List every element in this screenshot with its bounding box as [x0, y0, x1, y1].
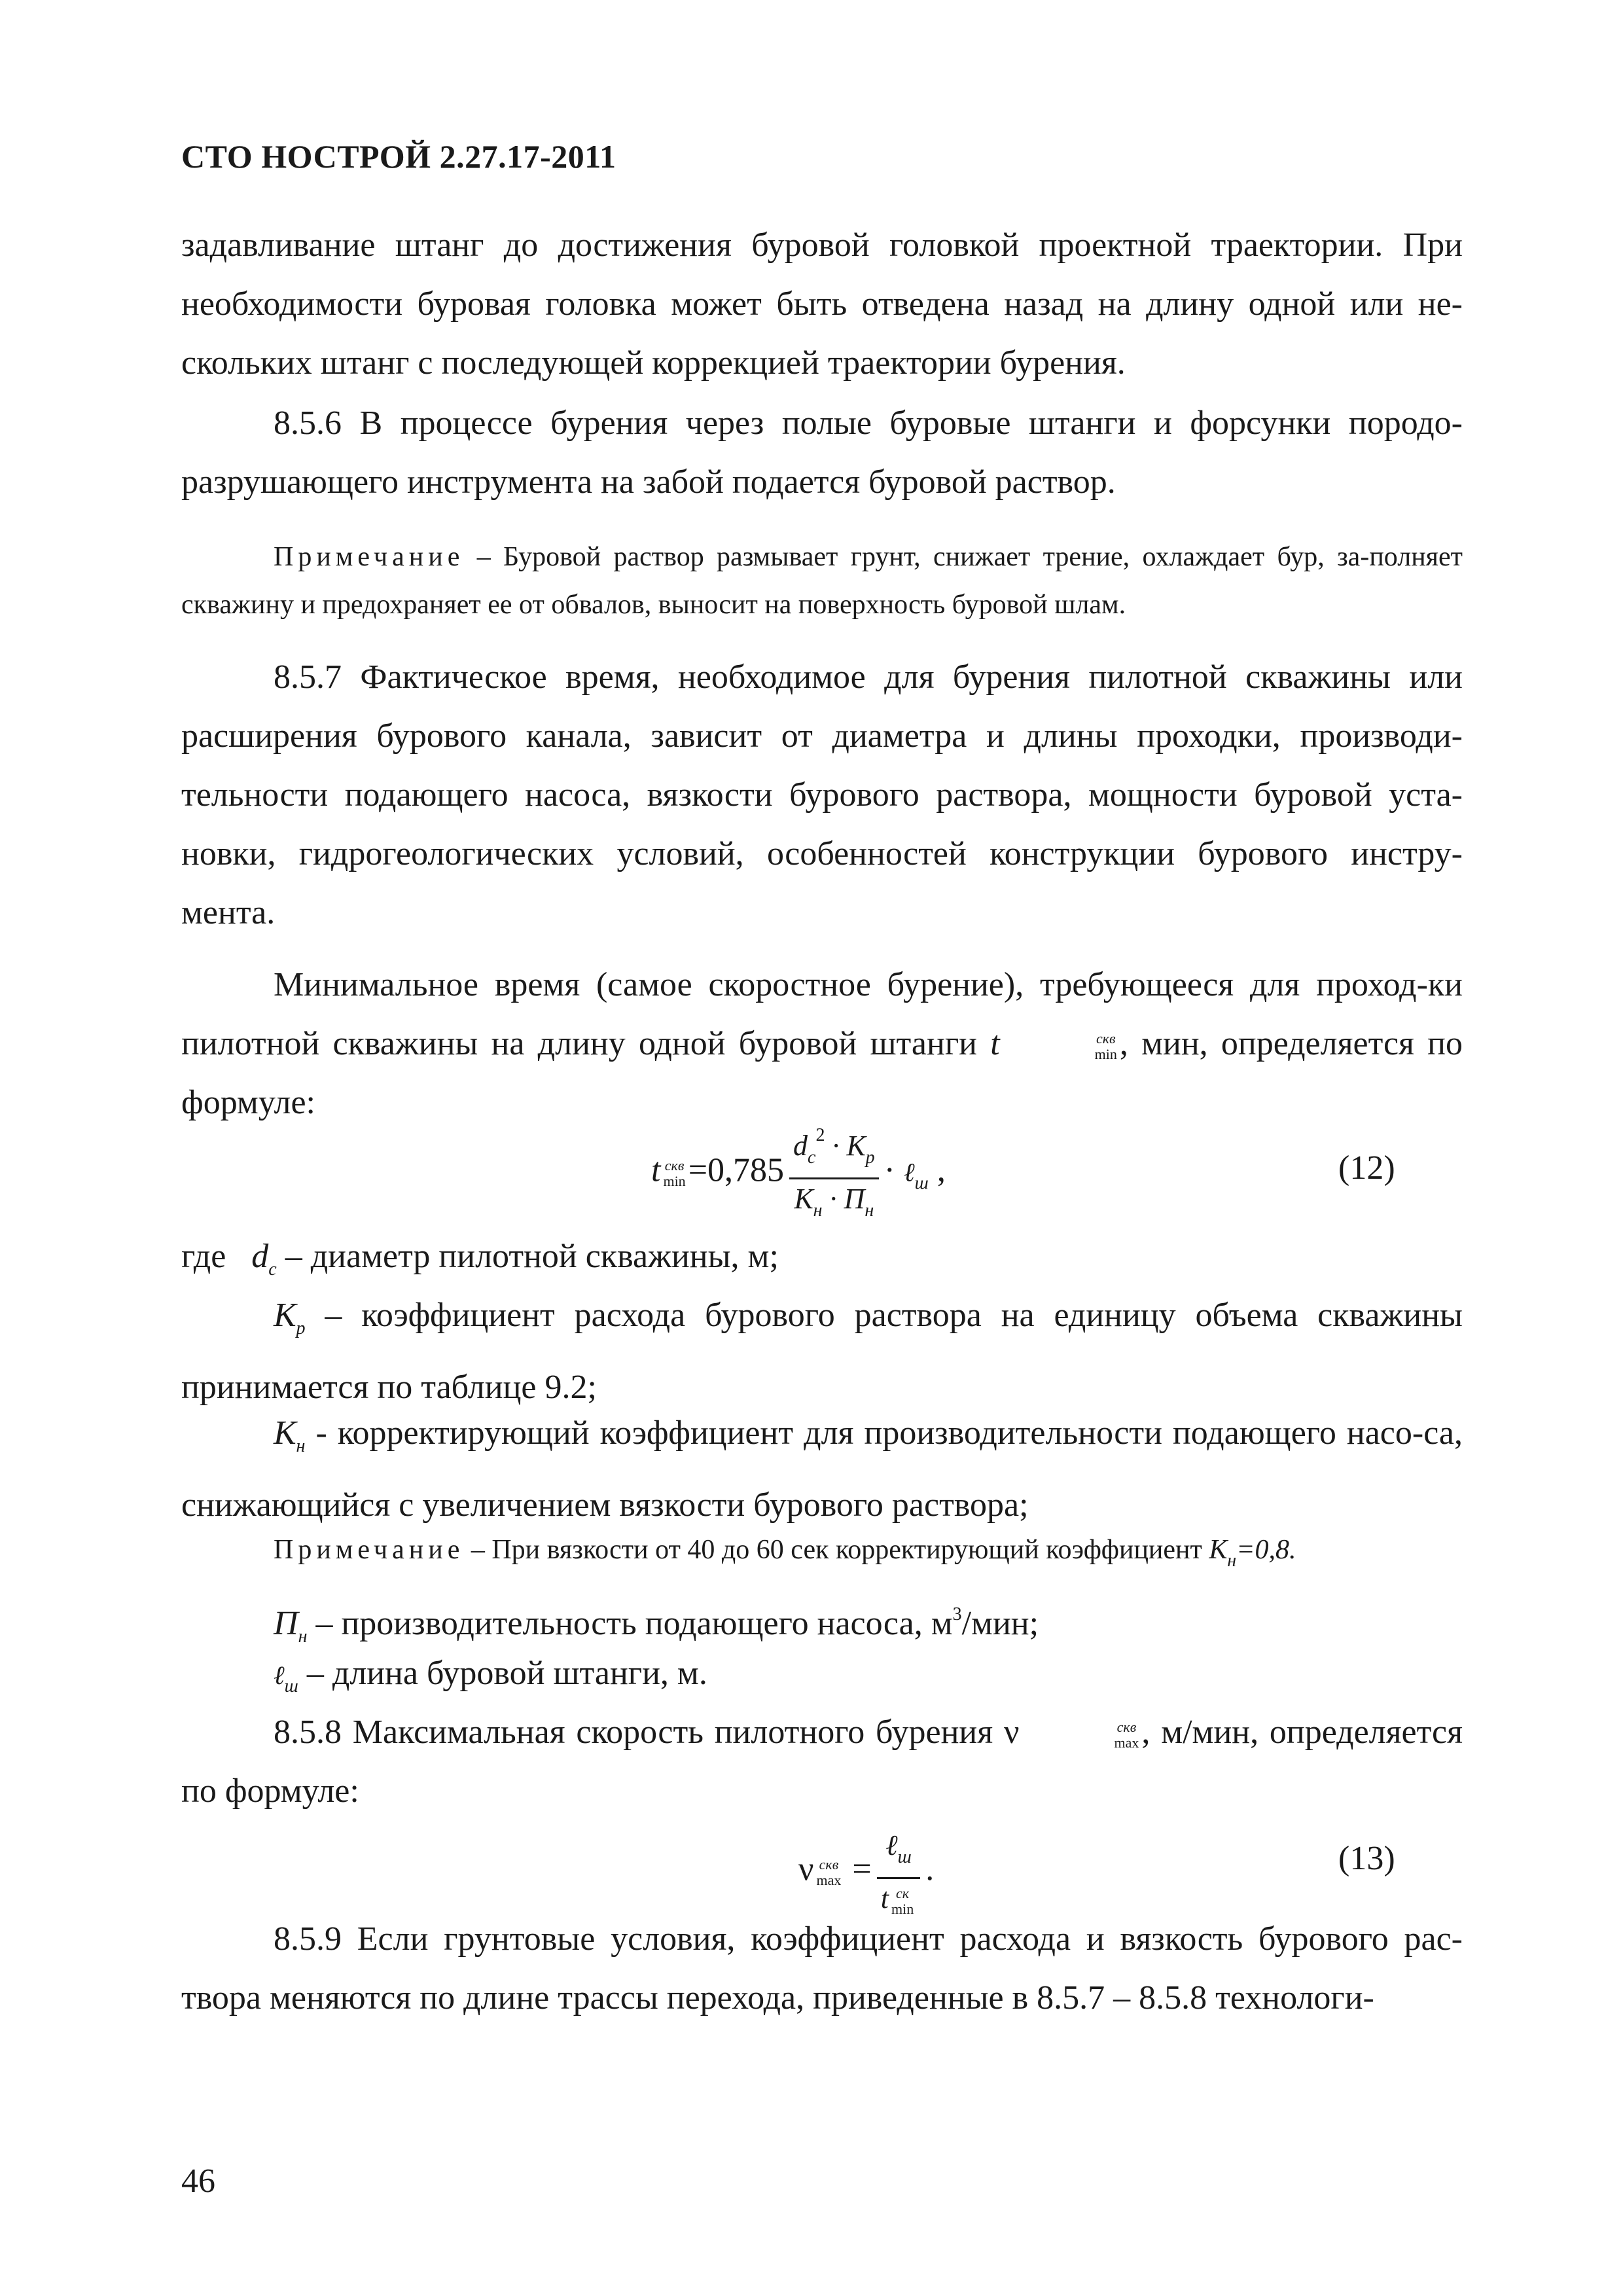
symbol-kp: К: [274, 1297, 296, 1334]
paragraph-min-time-text-a: Минимальное время (самое скоростное бурение), требующееся для проход-ки пилотной скважины на длину одной буровой штанги: [181, 966, 1463, 1062]
note-2-label: Примечание: [274, 1535, 465, 1565]
definition-kn: [181, 1404, 1463, 1535]
paragraph-min-time: [181, 956, 1463, 1132]
index-min: min: [1094, 1046, 1117, 1063]
num-k: К: [846, 1130, 866, 1162]
note-2-symbol-k-sub: н: [1227, 1551, 1237, 1571]
num-d-sup: 2: [815, 1125, 825, 1145]
formula-13-number: (13): [1338, 1840, 1395, 1877]
formula-12-index-min: min: [663, 1172, 686, 1189]
note-label: Примечание: [274, 542, 465, 572]
definition-kn-text: - корректирующий коэффициент для производительности подающего насо-са, снижающийся с увеличением вязкости бурового раствора;: [181, 1414, 1463, 1524]
note-text: – Буровой раствор размывает грунт, снижает трение, охлаждает бур, за-полняет скважину и предохраняет ее от обвалов, выносит на поверхность буровой шлам.: [181, 542, 1463, 620]
nu-max-indices: [1022, 1719, 1139, 1751]
formula-12-l-sub: ш: [914, 1173, 929, 1194]
index-skv: скв: [1096, 1030, 1116, 1047]
paragraph-8-5-7: 8.5.7 Фактическое время, необходимое для бурения пилотной скважины или расширения бурового канала, зависит от диаметра и длины проходки, производи-тельности подающего насоса, вязкости бурового раствора, мощности буровой уста-новки, гидрогеологических условий, особенностей конструкции бурового инстру-мента.: [181, 658, 1463, 931]
paragraph-8-5-8-text-b: м/мин, определяется по формуле:: [181, 1713, 1463, 1810]
den-k: К: [794, 1183, 813, 1215]
symbol-kn: К: [274, 1414, 296, 1452]
symbol-nu-max: ν: [1003, 1713, 1020, 1751]
symbol-lsh-sub: ш: [284, 1676, 298, 1696]
formula-13-l-sub: ш: [897, 1847, 912, 1867]
symbol-kp-sub: р: [296, 1318, 306, 1338]
definition-kp-text: – коэффициент расхода бурового раствора на единицу объема скважины принимается по таблице 9.2;: [181, 1297, 1463, 1406]
num-k-sub: р: [865, 1147, 875, 1168]
formula-13-l: ℓ: [885, 1829, 898, 1861]
formula-13-index-sk: ск: [896, 1884, 910, 1901]
formula-13-nu-indices: [817, 1857, 842, 1888]
formula-12-number: (12): [1338, 1149, 1395, 1187]
paragraph-8-5-8-text-a: 8.5.8 Максимальная скорость пилотного бурения: [274, 1713, 1004, 1751]
note-2-symbol-k: К: [1209, 1535, 1228, 1565]
den-p-sub: н: [865, 1200, 874, 1221]
den-p: П: [844, 1183, 865, 1215]
den-k-sub: н: [813, 1200, 823, 1221]
formula-12-fraction: [789, 1116, 879, 1230]
symbol-kn-sub: н: [296, 1436, 306, 1456]
formula-12-numerator: $d_с^2 \cdot К_р$: [789, 1116, 879, 1179]
page-number: 46: [181, 2162, 215, 2200]
num-d-sub: с: [808, 1147, 816, 1168]
nu-index-max: max: [1114, 1734, 1139, 1751]
note-2-text: – При вязкости от 40 до 60 сек корректирующий коэффициент: [464, 1535, 1209, 1565]
paragraph-8-5-9: 8.5.9 Если грунтовые условия, коэффициент расхода и вязкость бурового рас-твора меняются по длине трассы перехода, приведенные в 8.5.7 – 8.5.8 технологи-: [181, 1920, 1463, 2017]
formula-12-t-indices: [663, 1158, 685, 1189]
formula-12-l: ℓ: [904, 1157, 915, 1187]
formula-13-index-skv: скв: [819, 1856, 839, 1873]
paragraph-min-time-text-b: , мин, определяется по формуле:: [181, 1025, 1463, 1121]
formula-13-index-max: max: [816, 1871, 842, 1888]
t-min-indices: [1003, 1031, 1117, 1062]
definition-pn-unit-sup: 3: [952, 1604, 962, 1624]
definition-pn-unit-tail: /мин;: [961, 1605, 1039, 1642]
symbol-dc-sub: с: [268, 1259, 277, 1280]
formula-12: t скв min =0,785 $\frac{d_с^2 \cdot К_р}{К_н \cdot П_н}$ · ℓ$_ш$ ,: [651, 1116, 946, 1230]
symbol-lsh: ℓ: [274, 1660, 285, 1690]
definition-dc-text: – диаметр пилотной скважины, м;: [276, 1238, 779, 1275]
definition-lsh-dash: –: [306, 1655, 324, 1692]
formula-12-coefficient: =0,785: [688, 1151, 785, 1189]
symbol-dc: d: [251, 1238, 269, 1275]
definition-lsh-text: длина буровой штанги, м.: [323, 1655, 707, 1692]
note-2: [181, 1526, 1463, 1585]
formula-12-denominator: $К_н \cdot П_н$: [794, 1183, 874, 1221]
note-1: [181, 533, 1463, 629]
formula-13-fraction: [877, 1826, 920, 1918]
paragraph-8-5-8: 8.5.8 Максимальная скорость пилотного бурения ν скв max , м/мин, определяется по формуле:: [181, 1713, 1463, 1810]
nu-index-skv: скв: [1116, 1719, 1137, 1736]
formula-13: ν скв max = ℓ$_ш$ t ск min .: [798, 1826, 934, 1918]
formula-13-t: t: [880, 1882, 889, 1914]
num-d: d: [793, 1130, 808, 1162]
symbol-pn-sub: н: [298, 1626, 308, 1647]
formula-12-t: t: [651, 1151, 661, 1189]
note-2-value: =0,8.: [1236, 1535, 1296, 1565]
formula-12-index-skv: скв: [664, 1157, 685, 1174]
formula-13-index-min: min: [891, 1900, 914, 1917]
document-header: СТО НОСТРОЙ 2.27.17-2011: [181, 138, 616, 175]
formula-13-numerator: [877, 1826, 920, 1879]
where-label: где: [181, 1238, 226, 1275]
formula-13-nu: ν: [798, 1850, 814, 1888]
symbol-t-min: [990, 1025, 1120, 1062]
symbol-pn: П: [274, 1605, 298, 1642]
paragraph-8-5-6: 8.5.6 В процессе бурения через полые буровые штанги и форсунки породо-разрушающего инструмента на забой подается буровой раствор.: [181, 404, 1463, 501]
symbol-t: t: [990, 1025, 1000, 1062]
paragraph-continuation: задавливание штанг до достижения буровой головкой проектной траектории. При необходимости буровая головка может быть отведена назад на длину одной или не-скольких штанг с последующей коррекцией траектории бурения.: [181, 226, 1463, 382]
definition-kp: [181, 1286, 1463, 1417]
definition-pn-text: – производительность подающего насоса, м: [307, 1605, 953, 1642]
